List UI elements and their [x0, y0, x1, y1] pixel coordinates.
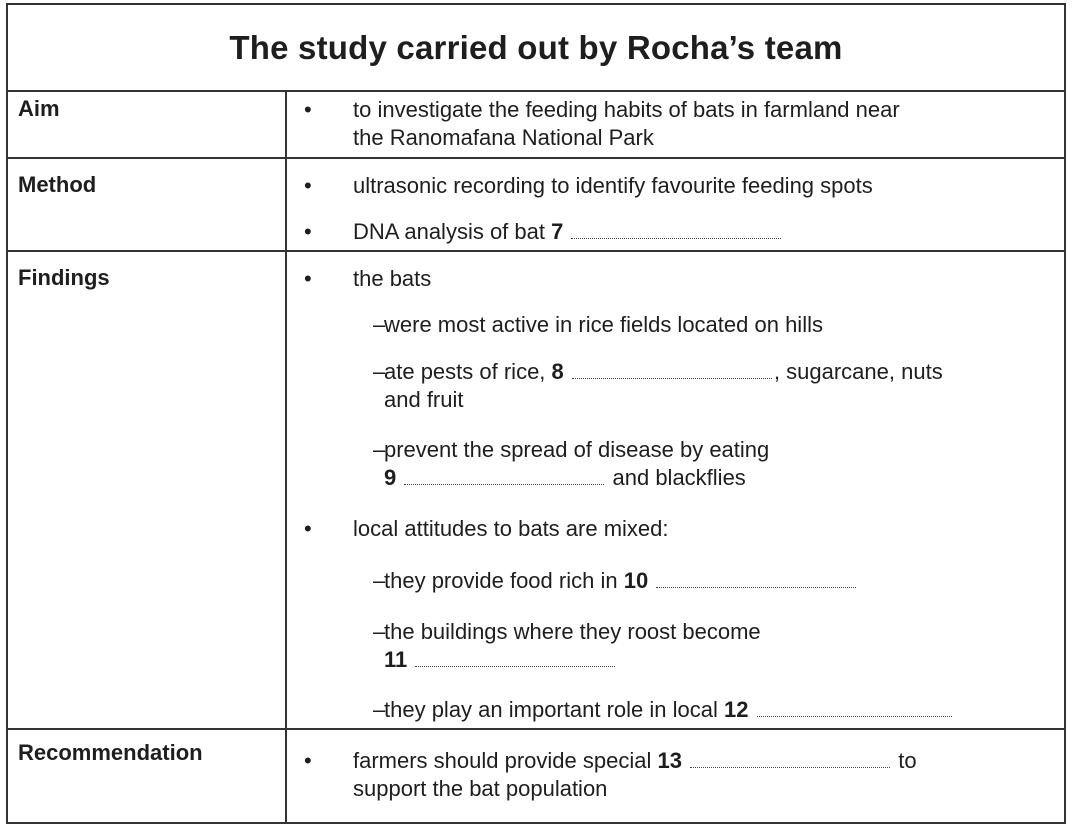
findings-sub-3-post: and blackflies [612, 465, 746, 490]
recommendation-post: to [898, 748, 917, 773]
findings-sub-2-line-2: and fruit [384, 387, 464, 412]
answer-blank-8[interactable] [572, 360, 772, 379]
answer-blank-9[interactable] [404, 466, 604, 485]
question-number-7: 7 [551, 219, 564, 244]
findings-sub-2-post: , sugarcane, nuts [773, 359, 943, 384]
row-divider-aim [8, 157, 1064, 159]
findings-sub-1: were most active in rice fields located on hills [384, 312, 823, 337]
answer-blank-7[interactable] [571, 220, 781, 239]
bullet-icon: • [304, 97, 312, 122]
method-item-2-text: DNA analysis of bat [353, 219, 545, 244]
question-number-9: 9 [384, 465, 397, 490]
answer-blank-10[interactable] [656, 569, 856, 588]
aim-line-1: to investigate the feeding habits of bats in farmland near [353, 97, 900, 122]
label-aim: Aim [18, 96, 60, 121]
question-number-12: 12 [723, 697, 749, 722]
bullet-icon: • [304, 173, 312, 198]
dash-icon: – [373, 568, 386, 593]
question-number-13: 13 [657, 748, 682, 773]
method-item-2 [353, 219, 783, 245]
question-number-11: 11 [384, 647, 408, 672]
method-item-1: ultrasonic recording to identify favourite feeding spots [353, 173, 873, 198]
table-title: The study carried out by Rocha’s team [229, 28, 843, 66]
table-title-row [8, 5, 1064, 92]
bullet-icon: • [304, 266, 312, 291]
answer-blank-13[interactable] [690, 749, 890, 768]
dash-icon: – [373, 312, 386, 337]
findings-sub-2-text: ate pests of rice, [384, 359, 546, 384]
findings-sub-6 [384, 697, 954, 723]
bullet-icon: • [304, 516, 312, 541]
recommendation-line-1 [353, 748, 917, 774]
aim-line-2: the Ranomafana National Park [353, 125, 654, 150]
column-divider [285, 90, 287, 824]
question-number-10: 10 [623, 568, 649, 593]
dash-icon: – [373, 619, 386, 644]
row-divider-method [8, 250, 1064, 252]
findings-sub-5: the buildings where they roost become [384, 619, 761, 644]
findings-sub-2 [384, 359, 943, 385]
label-recommendation: Recommendation [18, 740, 203, 765]
findings-sub-5-line-2 [384, 647, 617, 673]
findings-sub-3: prevent the spread of disease by eating [384, 437, 770, 462]
findings-intro: the bats [353, 266, 432, 291]
findings-sub-4 [384, 568, 858, 594]
notes-table [6, 3, 1066, 824]
findings-attitudes: local attitudes to bats are mixed: [353, 516, 669, 541]
bullet-icon: • [304, 219, 312, 244]
recommendation-text: farmers should provide special [353, 748, 652, 773]
bullet-icon: • [304, 748, 312, 773]
dash-icon: – [373, 359, 386, 384]
answer-blank-11[interactable] [415, 648, 615, 667]
row-divider-findings [8, 728, 1064, 730]
findings-sub-4-text: they provide food rich in [384, 568, 618, 593]
label-method: Method [18, 172, 97, 197]
dash-icon: – [373, 437, 386, 462]
label-findings: Findings [18, 265, 110, 290]
findings-sub-3-line-2 [384, 465, 746, 491]
question-number-8: 8 [551, 359, 564, 384]
findings-sub-6-text: they play an important role in local [384, 697, 718, 722]
recommendation-line-2: support the bat population [353, 776, 608, 801]
dash-icon: – [373, 697, 386, 722]
answer-blank-12[interactable] [757, 698, 952, 717]
